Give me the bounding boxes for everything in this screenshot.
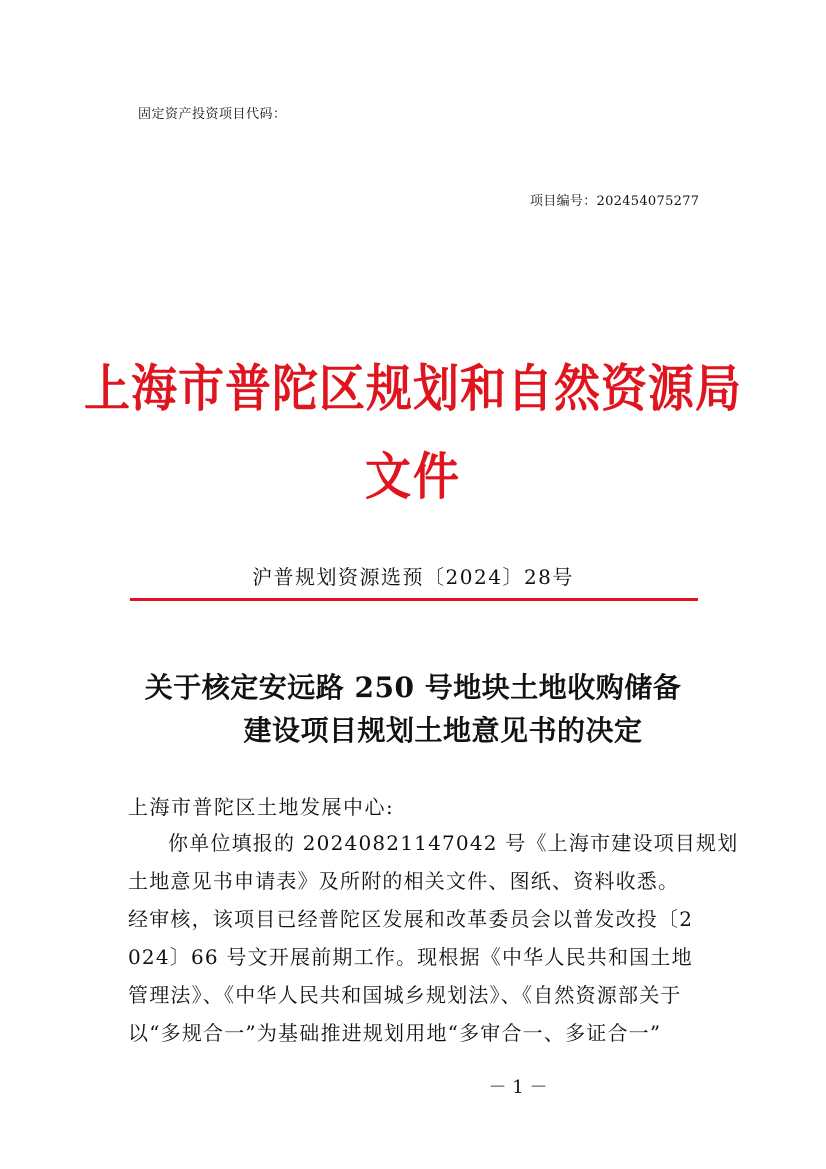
addressee: 上海市普陀区土地发展中心: xyxy=(128,795,395,819)
body-text-line: 你单位填报的 20240821147042 号《上海市建设项目规划 xyxy=(168,831,739,855)
document-title-line-1: 关于核定安远路 250 号地块土地收购储备 xyxy=(144,671,682,704)
body-text-line: 土地意见书申请表》及所附的相关文件、图纸、资料收悉。 xyxy=(128,869,680,893)
body-text-line: 024〕66 号文开展前期工作。现根据《中华人民共和国土地 xyxy=(128,945,693,969)
letterhead-document-word: 文件 xyxy=(365,446,461,506)
project-number: 项目编号：202454075277 xyxy=(530,194,700,209)
body-text-line: 经审核，该项目已经普陀区发展和改革委员会以普发改投〔2 xyxy=(128,907,694,931)
body-text-line: 以“多规合一”为基础推进规划用地“多审合一、多证合一” xyxy=(128,1021,662,1045)
letterhead-agency-name: 上海市普陀区规划和自然资源局 xyxy=(84,358,742,418)
document-title-line-2: 建设项目规划土地意见书的决定 xyxy=(243,714,643,747)
body-text-line: 管理法》、《中华人民共和国城乡规划法》、《自然资源部关于 xyxy=(128,983,682,1007)
page-number: － 1 － xyxy=(488,1077,548,1098)
document-number: 沪普规划资源选预〔2024〕28号 xyxy=(252,565,574,589)
letterhead-red-divider xyxy=(130,598,698,601)
fixed-asset-code-label: 固定资产投资项目代码： xyxy=(138,107,287,122)
